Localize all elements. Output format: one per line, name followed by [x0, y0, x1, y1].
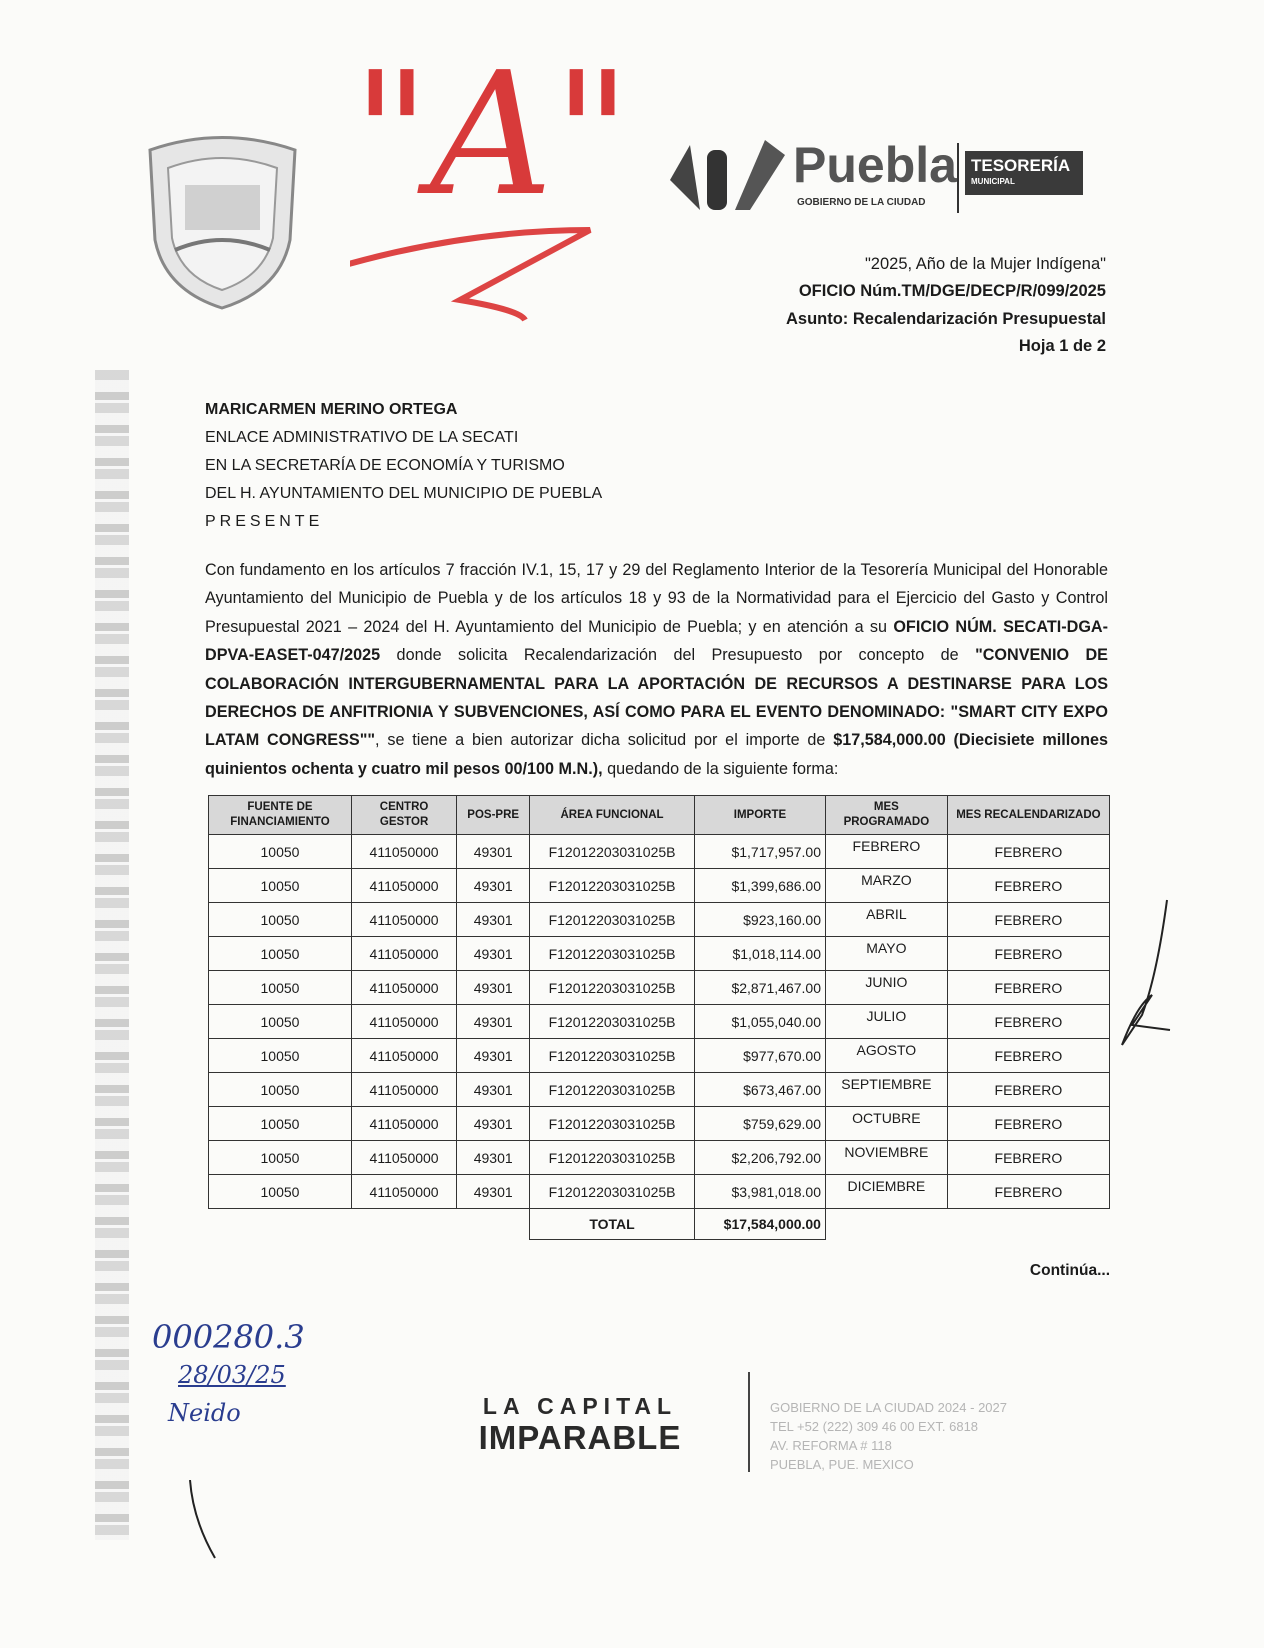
addressee-line: ENLACE ADMINISTRATIVO DE LA SECATI: [205, 429, 519, 446]
table-cell: MARZO: [825, 869, 947, 903]
budget-table: [208, 795, 1110, 1240]
handwritten-folio: 000280.3: [152, 1318, 305, 1356]
table-cell: 49301: [457, 1005, 530, 1039]
table-cell: 411050000: [351, 903, 456, 937]
red-annotation-underline: [350, 200, 625, 340]
table-cell: 411050000: [351, 1073, 456, 1107]
handwritten-date: 28/03/25: [178, 1361, 286, 1389]
table-cell: FEBRERO: [947, 903, 1109, 937]
table-cell: 49301: [457, 937, 530, 971]
table-cell: FEBRERO: [947, 1039, 1109, 1073]
continues-label: Continúa...: [1029, 1262, 1110, 1280]
total-label: TOTAL: [530, 1209, 695, 1240]
table-cell: 49301: [457, 903, 530, 937]
table-cell: 10050: [209, 869, 352, 903]
table-cell: 411050000: [351, 937, 456, 971]
table-cell: $977,670.00: [694, 1039, 825, 1073]
table-cell: JUNIO: [825, 971, 947, 1005]
city-emblem-icon: [665, 135, 790, 215]
table-cell: SEPTIEMBRE: [825, 1073, 947, 1107]
column-header: POS-PRE: [457, 796, 530, 835]
footer-address: [770, 1398, 1007, 1474]
body-text: quedando de la siguiente forma:: [602, 759, 839, 778]
table-cell: 49301: [457, 1107, 530, 1141]
table-row: [209, 903, 1110, 937]
decorative-border-strip: [95, 370, 129, 1540]
address-line: TEL +52 (222) 309 46 00 EXT. 6818: [770, 1419, 979, 1434]
table-cell: FEBRERO: [947, 1073, 1109, 1107]
table-cell: FEBRERO: [947, 835, 1109, 869]
handwritten-receiver: Neido: [168, 1399, 241, 1427]
pen-stroke: [185, 1480, 225, 1560]
slogan-bottom: IMPARABLE: [478, 1419, 682, 1456]
table-cell: F12012203031025B: [530, 869, 695, 903]
body-text: , se tiene a bien autorizar dicha solicitud por el importe de: [375, 731, 834, 750]
table-cell: 411050000: [351, 1005, 456, 1039]
table-cell: $923,160.00: [694, 903, 825, 937]
column-header: FUENTE DE FINANCIAMIENTO: [209, 796, 352, 835]
table-cell: FEBRERO: [947, 869, 1109, 903]
table-cell: F12012203031025B: [530, 937, 695, 971]
table-cell: 10050: [209, 1175, 352, 1209]
oficio-number: OFICIO Núm.TM/DGE/DECP/R/099/2025: [798, 282, 1106, 300]
table-cell: 10050: [209, 1005, 352, 1039]
body-text: donde solicita Recalendarización del Presupuesto por concepto de: [380, 646, 976, 665]
puebla-tesoreria-logo: [665, 135, 1085, 225]
table-row: [209, 1107, 1110, 1141]
column-header: CENTRO GESTOR: [351, 796, 456, 835]
dept-sub: MUNICIPAL: [971, 177, 1015, 186]
table-cell: 10050: [209, 903, 352, 937]
addressee-name: MARICARMEN MERINO ORTEGA: [205, 401, 458, 418]
table-cell: 49301: [457, 1073, 530, 1107]
concept-title: "CONVENIO DE COLABORACIÓN INTERGUBERNAMENTAL PARA LA APORTACIÓN DE RECURSOS A DESTINARSE PARA LOS DERECHOS DE ANFITRIONIA Y SUBVENCIONES, ASÍ COMO PARA EL EVENTO DENOMINADO: "SMART CITY EXPO LATAM CONGRESS"": [205, 646, 1108, 750]
addressee-block: [205, 396, 602, 536]
table-cell: $1,399,686.00: [694, 869, 825, 903]
column-header: MES PROGRAMADO: [825, 796, 947, 835]
table-cell: F12012203031025B: [530, 903, 695, 937]
table-row: [209, 971, 1110, 1005]
table-cell: $759,629.00: [694, 1107, 825, 1141]
table-cell: F12012203031025B: [530, 1141, 695, 1175]
column-header: MES RECALENDARIZADO: [947, 796, 1109, 835]
table-cell: $2,871,467.00: [694, 971, 825, 1005]
dept-label: TESORERÍA: [971, 156, 1071, 175]
table-cell: $2,206,792.00: [694, 1141, 825, 1175]
table-cell: FEBRERO: [947, 971, 1109, 1005]
table-cell: 411050000: [351, 835, 456, 869]
table-cell: FEBRERO: [947, 1141, 1109, 1175]
table-cell: 49301: [457, 1039, 530, 1073]
table-row: [209, 1141, 1110, 1175]
table-cell: 10050: [209, 937, 352, 971]
table-cell: 411050000: [351, 1039, 456, 1073]
page-indicator: Hoja 1 de 2: [1018, 337, 1106, 355]
logo-wordmark: Puebla: [793, 137, 957, 193]
slogan-top: LA CAPITAL: [482, 1393, 678, 1419]
column-header: IMPORTE: [694, 796, 825, 835]
table-cell: 411050000: [351, 971, 456, 1005]
table-cell: $1,018,114.00: [694, 937, 825, 971]
table-cell: 411050000: [351, 1141, 456, 1175]
table-row: [209, 937, 1110, 971]
total-row: [209, 1209, 1110, 1240]
table-row: [209, 1005, 1110, 1039]
table-cell: 10050: [209, 1107, 352, 1141]
municipal-seal-icon: [140, 130, 305, 310]
table-row: [209, 1073, 1110, 1107]
table-cell: FEBRERO: [947, 1107, 1109, 1141]
table-cell: F12012203031025B: [530, 835, 695, 869]
table-cell: FEBRERO: [947, 937, 1109, 971]
table-row: [209, 835, 1110, 869]
slogan-logo: [435, 1392, 725, 1456]
table-cell: 10050: [209, 1141, 352, 1175]
table-cell: FEBRERO: [947, 1175, 1109, 1209]
table-cell: F12012203031025B: [530, 1005, 695, 1039]
signature: [1112, 895, 1172, 1075]
red-annotation-mark: "A": [352, 36, 632, 234]
body-text: Con fundamento en los artículos 7 fracción IV.1, 15, 17 y 29 del Reglamento Interior de la Tesorería Municipal del Honorable Ayuntamiento del Municipio de Puebla y de los artículos 18 y 93 de la Normatividad para el Ejercicio del Gasto y Control Presupuestal 2021 – 2024 del H. Ayuntamiento del Municipio de Puebla; y en atención a su: [205, 561, 1108, 636]
table-cell: DICIEMBRE: [825, 1175, 947, 1209]
table-cell: $673,467.00: [694, 1073, 825, 1107]
addressee-line: EN LA SECRETARÍA DE ECONOMÍA Y TURISMO: [205, 457, 565, 474]
table-row: [209, 869, 1110, 903]
table-cell: ABRIL: [825, 903, 947, 937]
address-line: PUEBLA, PUE. MEXICO: [770, 1457, 914, 1472]
table-cell: JULIO: [825, 1005, 947, 1039]
table-cell: $1,055,040.00: [694, 1005, 825, 1039]
table-cell: AGOSTO: [825, 1039, 947, 1073]
asunto: Asunto: Recalendarización Presupuestal: [785, 310, 1106, 328]
table-cell: $3,981,018.00: [694, 1175, 825, 1209]
table-cell: 49301: [457, 869, 530, 903]
table-cell: MAYO: [825, 937, 947, 971]
year-motto: "2025, Año de la Mujer Indígena": [864, 255, 1106, 273]
addressee-line: DEL H. AYUNTAMIENTO DEL MUNICIPIO DE PUEBLA: [205, 485, 603, 502]
table-cell: F12012203031025B: [530, 971, 695, 1005]
footer-divider: [748, 1372, 750, 1472]
address-line: GOBIERNO DE LA CIUDAD 2024 - 2027: [770, 1400, 1007, 1415]
table-cell: 49301: [457, 1141, 530, 1175]
table-cell: F12012203031025B: [530, 1175, 695, 1209]
table-cell: FEBRERO: [947, 1005, 1109, 1039]
main-content: [205, 556, 1110, 1280]
table-cell: 411050000: [351, 1107, 456, 1141]
table-row: [209, 1175, 1110, 1209]
table-cell: 49301: [457, 835, 530, 869]
table-cell: FEBRERO: [825, 835, 947, 869]
column-header: ÁREA FUNCIONAL: [530, 796, 695, 835]
amount-text: $17,584,000.00 (Diecisiete millones quinientos ochenta y cuatro mil pesos 00/100 M.N.),: [205, 731, 1108, 778]
table-cell: F12012203031025B: [530, 1039, 695, 1073]
table-cell: 49301: [457, 1175, 530, 1209]
address-line: AV. REFORMA # 118: [770, 1438, 892, 1453]
table-cell: 411050000: [351, 869, 456, 903]
table-cell: F12012203031025B: [530, 1073, 695, 1107]
table-row: [209, 1039, 1110, 1073]
body-paragraph: [205, 556, 1108, 783]
total-value: $17,584,000.00: [694, 1209, 825, 1240]
table-cell: 49301: [457, 971, 530, 1005]
presente: PRESENTE: [205, 513, 324, 530]
logo-subtitle: GOBIERNO DE LA CIUDAD: [797, 197, 926, 208]
table-cell: OCTUBRE: [825, 1107, 947, 1141]
oficio-reference: OFICIO NÚM. SECATI-DGA-DPVA-EASET-047/2025: [205, 617, 1108, 665]
table-cell: F12012203031025B: [530, 1107, 695, 1141]
table-cell: $1,717,957.00: [694, 835, 825, 869]
table-cell: 411050000: [351, 1175, 456, 1209]
table-cell: 10050: [209, 1073, 352, 1107]
table-cell: 10050: [209, 835, 352, 869]
table-cell: NOVIEMBRE: [825, 1141, 947, 1175]
table-cell: 10050: [209, 971, 352, 1005]
table-cell: 10050: [209, 1039, 352, 1073]
